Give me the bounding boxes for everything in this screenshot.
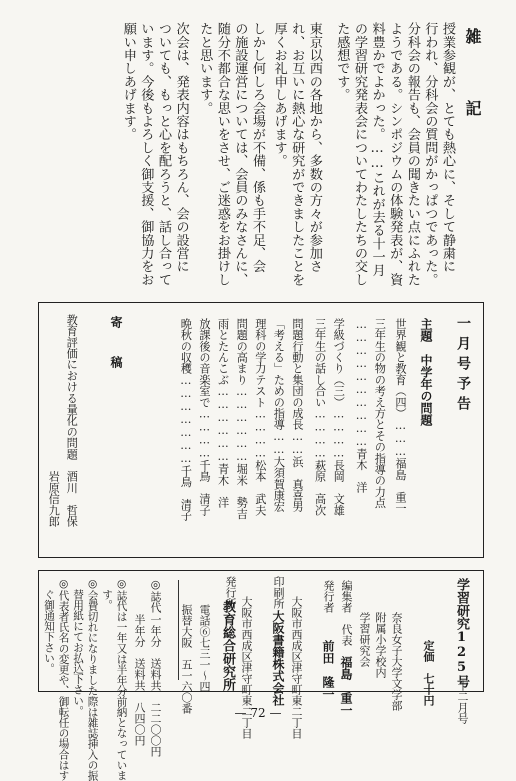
essay-line: ついても、もっと心を配ろうと、話し合って (156, 22, 171, 286)
preview-entry: 「考える」ための指導……大須賀康宏 (272, 318, 286, 512)
colophon-note-line: 替用紙にてお払込下さい。 (72, 589, 85, 717)
preview-entry: 晩秋の収穫…………………千鳥 清子 (179, 318, 193, 521)
issuer-addr: 大阪市西成区津守町東二丁目 (240, 596, 253, 739)
printer-label: 印刷所 (272, 576, 285, 609)
colophon-note-line: ◎会費切れになりました際は雑誌挿入の振 (86, 578, 99, 781)
org-line1: 奈良女子大学文学部 (390, 612, 403, 711)
essay-line: たと思います。 (197, 22, 213, 115)
essay-title: 雑 記 (463, 28, 482, 136)
essay-line: 随分不都合な思いをさせ、ご迷惑をお掛けし (214, 22, 230, 286)
colophon-divider (178, 580, 179, 680)
preview-entry: 放課後の音楽室で…………千鳥 清子 (198, 318, 211, 516)
essay-line: 次会は、発表内容はもちろん、会の設営に (173, 22, 189, 273)
essay-line: 厚くお礼申しあげます。 (271, 22, 287, 168)
preview-entry: 問題行動と集団の成長……浜 真喜男 (291, 318, 304, 512)
colophon-title: 学習研究125号 (454, 578, 469, 688)
essay-line: 行われ、分科会の質問がかっぱつであった。 (422, 22, 438, 286)
page-number: — 72 — (234, 706, 282, 720)
colophon-note-line: ◎誌代は一年又は半年分前納となっていま (115, 578, 128, 781)
essay-line: た感想です。 (334, 22, 350, 102)
preview-theme: 主題 中学年の問題 (419, 318, 433, 426)
preview-heading: 一月号予告 (455, 316, 471, 416)
essay-line: 分科会の報告も、会員の聞きたい点にふれた (404, 22, 420, 286)
essay-line: ようである。シンポジウムの体験発表が、資 (387, 22, 403, 286)
preview-entry: 三年生の話し合い…………萩原 高次 (313, 318, 327, 516)
preview-entry: …………………………青木 洋 (354, 318, 368, 493)
colophon-price: 定価 七十円 (422, 640, 435, 706)
essay-line: しかし何しろ会場が不備、係も手不足、会 (250, 22, 265, 273)
preview-entry: 世界観と教育（四）………福島 重一 (394, 318, 407, 514)
subscription-label: ◎誌代 (149, 578, 162, 613)
colophon-issue: 十二月号 (456, 680, 469, 724)
essay-line: れ、お互いに熱心な研究ができましたことを (289, 22, 305, 286)
essay-line: の学習研究発表会についてわたしたちの交し (352, 22, 367, 286)
issuer-label: 発行所 (224, 576, 237, 609)
contribution-heading: 寄 稿 (109, 316, 123, 376)
essay-line: の施設運営については、会員のみなさんに、 (232, 22, 248, 286)
colophon-note-line: ◎代表者氏名の変更や、御転任の場合はす (57, 578, 70, 781)
essay-line: 料豊かでよかった。……これが去る十一月 (369, 22, 385, 277)
phone: 電話⑥七三一〜四 (198, 604, 211, 692)
essay-line: います。今後もよろしく御支援、御協力をお (138, 22, 154, 286)
editor-name: 福島 重一 (339, 656, 353, 716)
preview-entry: 理科の学力テスト…………松本 武夫 (253, 318, 267, 516)
org-line2: 附属小学校内 (374, 612, 387, 678)
issuer-name: 教育総合研究所 (220, 600, 235, 691)
essay-line: 願い申しあげます。 (120, 22, 136, 141)
preview-entry: 学級づくり（三）…………長岡 文雄 (332, 318, 346, 516)
printer-name: 大阪書籍株式会社 (271, 610, 285, 706)
colophon-note-line: ぐ御通知下さい。 (43, 589, 56, 674)
transfer: 振替大阪 五一六〇番 (180, 604, 193, 714)
preview-entry: 雨とたんこぶ………………青木 洋 (216, 318, 230, 508)
contribution-entry: 岩原信九郎 (47, 314, 61, 527)
subscription-year: 一年分 送料共 二二〇〇円 (149, 614, 162, 757)
org-line3: 学習研究会 (358, 612, 371, 667)
printer-addr: 大阪市西成区津守町東二丁目 (290, 596, 303, 739)
publisher-label: 発行者 (322, 580, 335, 613)
contribution-entry: 教育評価における量化の問題 酒川 哲保 (65, 314, 79, 527)
editor-label: 編集者 代表 (340, 580, 353, 646)
essay-line: 授業参観が、とても熱心に、そして静粛に (440, 22, 455, 273)
publisher-name: 前田 隆一 (321, 640, 335, 700)
preview-entry: 問題の高まり………………堀米 勢吉 (235, 318, 249, 520)
subscription-half: 半年分 送料共 八四〇円 (133, 614, 146, 746)
preview-entry: 三年生の物の考え方とその指導の力点 (373, 318, 387, 509)
essay-line: 東京以西の各地から、多数の方々が参加さ (306, 22, 322, 273)
colophon-note-line: す。 (101, 589, 114, 611)
